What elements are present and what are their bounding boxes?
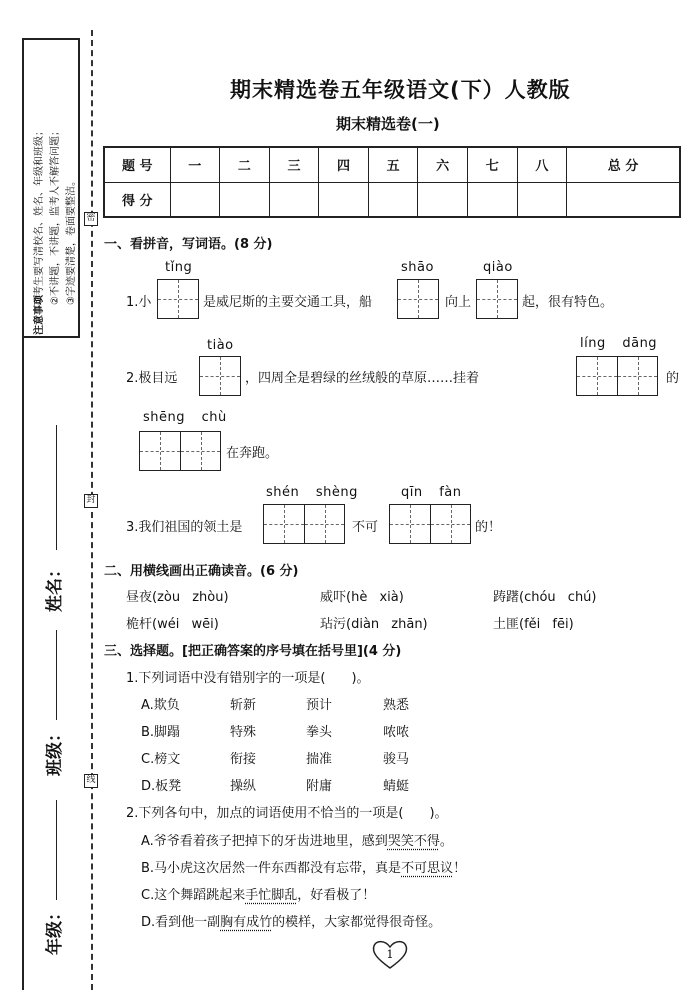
reading-item bbox=[320, 586, 404, 605]
page-number-heart-icon bbox=[370, 938, 410, 970]
reading-item bbox=[320, 613, 428, 632]
mc1-option[interactable]: A.欺负 bbox=[141, 698, 180, 713]
score-cell[interactable] bbox=[418, 182, 468, 217]
dotted-phrase: 不可思议 bbox=[401, 861, 454, 876]
q2-text: 在奔跑。 bbox=[226, 446, 279, 461]
reading-item bbox=[126, 613, 219, 632]
pinyin: shāo bbox=[401, 260, 434, 275]
score-cell[interactable] bbox=[517, 182, 567, 217]
page-subtitle: 期末精选卷(一) bbox=[336, 115, 440, 133]
margin-dashed-line bbox=[91, 30, 93, 990]
reading-options[interactable]: (hè xià) bbox=[346, 590, 404, 605]
q3-text: 3.我们祖国的领土是 bbox=[126, 520, 243, 535]
reading-item bbox=[493, 613, 574, 632]
name-label: 姓名： bbox=[45, 561, 65, 612]
page-title: 期末精选卷五年级语文(下）人教版 bbox=[230, 78, 571, 102]
reading-options[interactable]: (diàn zhān) bbox=[346, 617, 428, 632]
mc1-word: 斩新 bbox=[230, 698, 257, 713]
pinyin: tǐng bbox=[165, 260, 193, 275]
q2-text: 2.极目远 bbox=[126, 371, 178, 386]
mc2-option[interactable]: D.看到他一副胸有成竹的模样，大家都觉得很奇怪。 bbox=[141, 915, 442, 930]
score-header-row bbox=[104, 147, 680, 182]
mc1-word: 揣准 bbox=[306, 752, 333, 767]
note-line-2: ②不讲题，不讲题，监考人不解答问题； bbox=[50, 126, 61, 305]
reading-options[interactable]: (fěi fēi) bbox=[519, 617, 574, 632]
q3-text: 的！ bbox=[475, 520, 502, 535]
score-header-cell: 八 bbox=[517, 147, 567, 182]
q1-text: 1.小 bbox=[126, 295, 152, 310]
score-value-row bbox=[104, 182, 680, 217]
mc2-option[interactable]: C.这个舞蹈跳起来手忙脚乱，好看极了！ bbox=[141, 888, 376, 903]
mc1-stem: 1.下列词语中没有错别字的一项是( )。 bbox=[126, 671, 370, 686]
name-line[interactable] bbox=[56, 425, 57, 550]
pinyin: shén shèng bbox=[266, 485, 358, 500]
answer-box[interactable] bbox=[157, 279, 199, 319]
answer-box[interactable] bbox=[139, 431, 221, 471]
notes-title: 注意事项 bbox=[34, 295, 45, 335]
score-cell[interactable] bbox=[467, 182, 517, 217]
score-header-cell: 七 bbox=[467, 147, 517, 182]
mc1-option[interactable]: C.榜文 bbox=[141, 752, 181, 767]
answer-box[interactable] bbox=[576, 356, 658, 396]
reading-options[interactable]: (wéi wēi) bbox=[152, 617, 219, 632]
score-table bbox=[103, 146, 681, 218]
reading-item bbox=[493, 586, 597, 605]
pinyin: tiào bbox=[207, 338, 234, 353]
mc1-word: 操纵 bbox=[230, 779, 257, 794]
page-number: 1 bbox=[386, 948, 394, 961]
mc1-word: 骏马 bbox=[383, 752, 410, 767]
mc1-option[interactable]: D.板凳 bbox=[141, 779, 182, 794]
mc1-word: 哝哝 bbox=[383, 725, 410, 740]
score-header-cell: 六 bbox=[418, 147, 468, 182]
mc1-word: 拳头 bbox=[306, 725, 333, 740]
reading-word: 玷污 bbox=[320, 617, 347, 632]
mc2-option[interactable]: B.马小虎这次居然一件东西都没有忘带，真是不可思议！ bbox=[141, 861, 467, 876]
seal-mark-2: 封 bbox=[84, 494, 98, 508]
score-header-cell: 三 bbox=[269, 147, 319, 182]
class-line[interactable] bbox=[56, 630, 57, 720]
section3-heading: 三、选择题。[把正确答案的序号填在括号里](4 分) bbox=[104, 644, 402, 659]
reading-options[interactable]: (chóu chú) bbox=[519, 590, 597, 605]
score-header-cell: 一 bbox=[170, 147, 220, 182]
score-header-cell: 四 bbox=[319, 147, 369, 182]
reading-options[interactable]: (zòu zhòu) bbox=[152, 590, 229, 605]
score-cell[interactable] bbox=[319, 182, 369, 217]
note-line-1: ①考生要写清校名、姓名、年级和班级； bbox=[34, 126, 45, 305]
mc1-word: 预计 bbox=[306, 698, 333, 713]
reading-word: 昼夜 bbox=[126, 590, 153, 605]
score-cell[interactable] bbox=[368, 182, 418, 217]
reading-word: 威吓 bbox=[320, 590, 347, 605]
answer-box[interactable] bbox=[389, 504, 471, 544]
dotted-phrase: 哭笑不得 bbox=[387, 834, 440, 849]
answer-box[interactable] bbox=[476, 279, 518, 319]
q2-text: 的 bbox=[666, 371, 680, 386]
class-label: 班级： bbox=[45, 725, 65, 776]
pinyin: shēng chù bbox=[143, 410, 227, 425]
dotted-phrase: 手忙脚乱 bbox=[245, 888, 298, 903]
mc1-word: 熟悉 bbox=[383, 698, 410, 713]
score-header-cell: 题 号 bbox=[104, 147, 170, 182]
answer-box[interactable] bbox=[263, 504, 345, 544]
section2-heading: 二、用横线画出正确读音。(6 分) bbox=[104, 564, 299, 579]
answer-box[interactable] bbox=[397, 279, 439, 319]
note-line-3: ③字迹要清楚，卷面要整洁。 bbox=[66, 176, 77, 305]
seal-mark-1: 密 bbox=[84, 212, 98, 226]
mc2-option[interactable]: A.爷爷看着孩子把掉下的牙齿进地里，感到哭笑不得。 bbox=[141, 834, 453, 849]
q1-text: 向上 bbox=[445, 295, 472, 310]
score-header-cell: 总 分 bbox=[567, 147, 680, 182]
reading-word: 桅杆 bbox=[126, 617, 153, 632]
answer-box[interactable] bbox=[199, 356, 241, 396]
binding-margin bbox=[0, 0, 98, 990]
mc1-word: 蜻蜓 bbox=[383, 779, 410, 794]
grade-label: 年级： bbox=[45, 904, 65, 955]
seal-mark-3: 线 bbox=[84, 774, 98, 788]
mc1-word: 附庸 bbox=[306, 779, 333, 794]
pinyin: qīn fàn bbox=[401, 485, 462, 500]
score-cell[interactable] bbox=[567, 182, 680, 217]
mc1-word: 特殊 bbox=[230, 725, 257, 740]
score-header-cell: 五 bbox=[368, 147, 418, 182]
section1-heading: 一、看拼音，写词语。(8 分) bbox=[104, 237, 273, 252]
score-header-cell: 二 bbox=[220, 147, 270, 182]
mc2-stem: 2.下列各句中，加点的词语使用不恰当的一项是( )。 bbox=[126, 806, 448, 821]
reading-word: 踌躇 bbox=[493, 590, 520, 605]
reading-word: 土匪 bbox=[493, 617, 520, 632]
q1-text: 起，很有特色。 bbox=[522, 295, 614, 310]
mc1-option[interactable]: B.脚蹋 bbox=[141, 725, 181, 740]
q1-text: 是威尼斯的主要交通工具，船 bbox=[203, 295, 373, 310]
score-row-label: 得 分 bbox=[104, 182, 170, 217]
q2-text: ，四周全是碧绿的丝绒般的草原……挂着 bbox=[245, 371, 480, 386]
q3-text: 不可 bbox=[352, 520, 379, 535]
mc1-word: 衔接 bbox=[230, 752, 257, 767]
score-cell[interactable] bbox=[269, 182, 319, 217]
grade-line[interactable] bbox=[56, 800, 57, 900]
pinyin: líng dāng bbox=[580, 336, 658, 351]
score-cell[interactable] bbox=[220, 182, 270, 217]
pinyin: qiào bbox=[483, 260, 513, 275]
score-cell[interactable] bbox=[170, 182, 220, 217]
dotted-phrase: 胸有成竹 bbox=[220, 915, 273, 930]
reading-item bbox=[126, 586, 229, 605]
